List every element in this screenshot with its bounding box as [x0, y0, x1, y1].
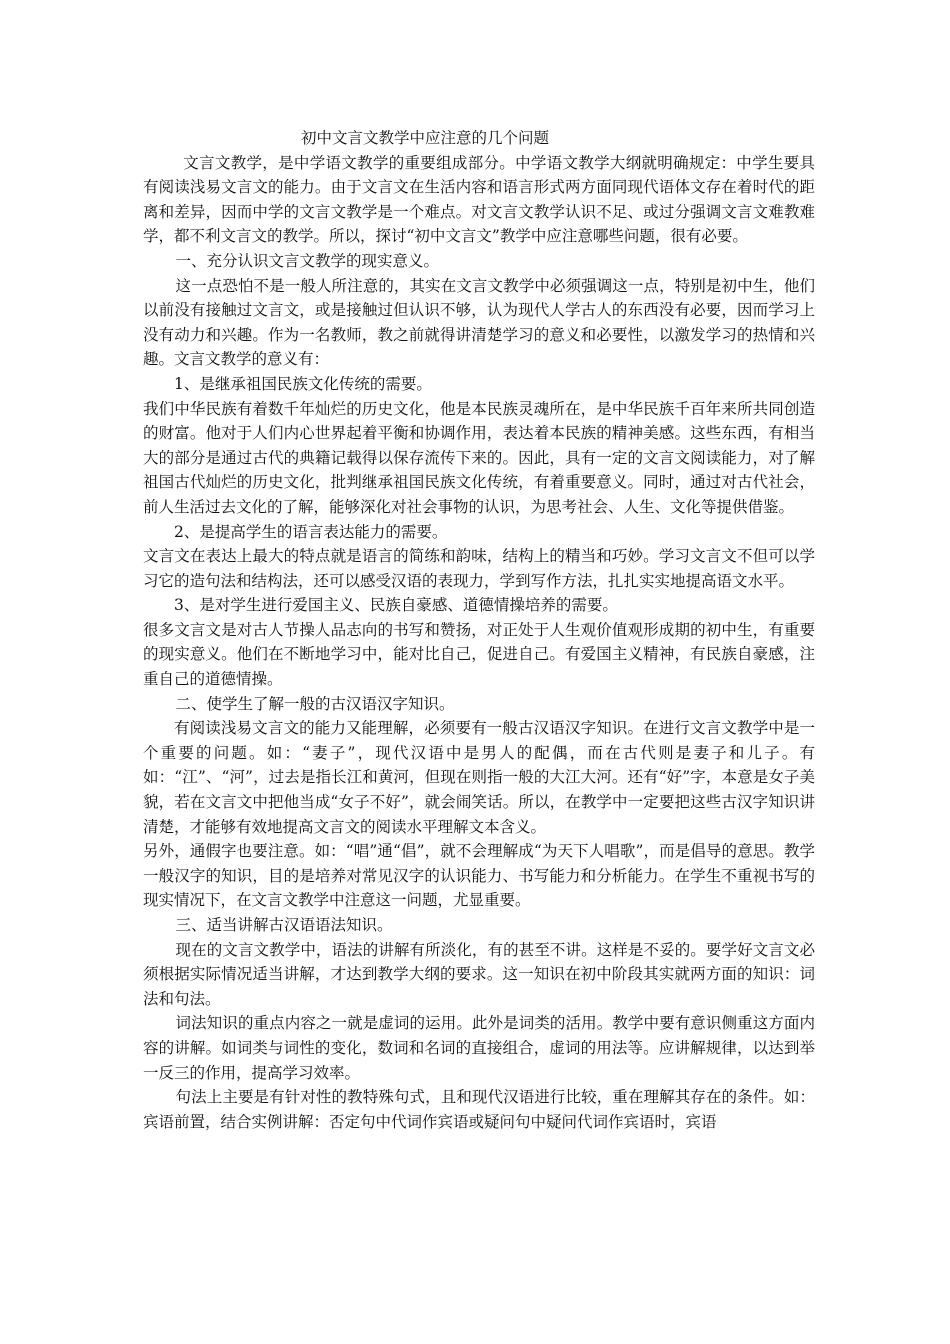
paragraph: 一、充分认识文言文教学的现实意义。: [175, 251, 440, 270]
document-body: [143, 151, 815, 1135]
paragraph: 词法知识的重点内容之一就是虚词的运用。此外是词类的活用。教学中要有意识侧重这方面内容的讲解。如词类与词性的变化，数词和名词的直接组合，虚词的用法等。应讲解规律，以达到举一反三的作用，提高学习效率。: [143, 1014, 815, 1082]
paragraph: 3、是对学生进行爱国主义、民族自豪感、道德情操培养的需要。: [174, 596, 618, 615]
paragraph: 很多文言文是对古人节操人品志向的书写和赞扬，对正处于人生观价值观形成期的初中生，有重要的现实意义。他们在不断地学习中，能对比自己，促进自己。有爱国主义精神，有民族自豪感，注重自己的道德情操。: [143, 620, 815, 689]
paragraph: 有阅读浅易文言文的能力又能理解，必须要有一般古汉语汉字知识。在进行文言文教学中是一个重要的问题。如：“妻子”，现代汉语中是男人的配偶，而在古代则是妻子和儿子。有如：“江”、“河”，过去是指长江和黄河，但现在则指一般的大江大河。还有“好”字，本意是女子美貌，若在文言文中把他当成“女子不好”，就会闹笑话。所以，在教学中一定要把这些古汉字知识讲清楚，才能够有效地提高文言文的阅读水平理解文本含义。: [143, 719, 815, 836]
paragraph: 文言文教学，是中学语文教学的重要组成部分。中学语文教学大纲就明确规定：中学生要具有阅读浅易文言文的能力。由于文言文在生活内容和语言形式两方面同现代语体文存在着时代的距离和差异，因而中学的文言文教学是一个难点。对文言文教学认识不足、或过分强调文言文难教难学，都不利文言文的教学。所以，探讨“初中文言文”教学中应注意哪些问题，很有必要。: [143, 153, 815, 246]
paragraph: 三、适当讲解古汉语语法知识。: [175, 916, 393, 934]
paragraph: 文言文在表达上最大的特点就是语言的简练和韵味，结构上的精当和巧妙。学习文言文不但可以学习它的造句法和结构法，还可以感受汉语的表现力，学到写作方法，扎扎实实地提高语文水平。: [143, 547, 815, 590]
paragraph: 1、是继承祖国民族文化传统的需要。: [174, 374, 432, 393]
paragraph: 句法上主要是有针对性的教特殊句式，且和现代汉语进行比较，重在理解其存在的条件。如：宾语前置，结合实例讲解：否定句中代词作宾语或疑问句中疑问代词作宾语时，宾语: [143, 1088, 815, 1131]
paragraph: 这一点恐怕不是一般人所注意的，其实在文言文教学中必须强调这一点，特别是初中生，他们以前没有接触过文言文，或是接触过但认识不够，认为现代人学古人的东西没有必要，因而学习上没有动力和兴趣。作为一名教师，教之前就得讲清楚学习的意义和必要性，以激发学习的热情和兴趣。文言文教学的意义有：: [143, 276, 815, 369]
document-title: 初中文言文教学中应注意的几个问题: [301, 129, 550, 147]
paragraph: 现在的文言文教学中，语法的讲解有所淡化，有的甚至不讲。这样是不妥的。要学好文言文必须根据实际情况适当讲解，才达到教学大纲的要求。这一知识在初中阶段其实就两方面的知识：词法和句法。: [143, 940, 815, 1008]
paragraph: 二、使学生了解一般的古汉语汉字知识。: [175, 694, 455, 713]
document-page: [143, 126, 815, 1134]
paragraph: 2、是提高学生的语言表达能力的需要。: [174, 522, 448, 541]
paragraph: 我们中华民族有着数千年灿烂的历史文化，他是本民族灵魂所在，是中华民族千百年来所共同创造的财富。他对于人们内心世界起着平衡和协调作用，表达着本民族的精神美感。这些东西，有相当大的部分是通过古代的典籍记载得以保存流传下来的。因此，具有一定的文言文阅读能力，对了解祖国古代灿烂的历史文化，批判继承祖国民族文化传统，有着重要意义。同时，通过对古代社会，前人生活过去文化的了解，能够深化对社会事物的认识，为思考社会、人生、文化等提供借鉴。: [143, 399, 815, 516]
paragraph: 另外，通假字也要注意。如：“唱”通“倡”，就不会理解成“为天下人唱歌”，而是倡导的意思。教学一般汉字的知识，目的是培养对常见汉字的认识能力、书写能力和分析能力。在学生不重视书写的现实情况下，在文言文教学中注意这一问题，尤显重要。: [143, 842, 815, 910]
